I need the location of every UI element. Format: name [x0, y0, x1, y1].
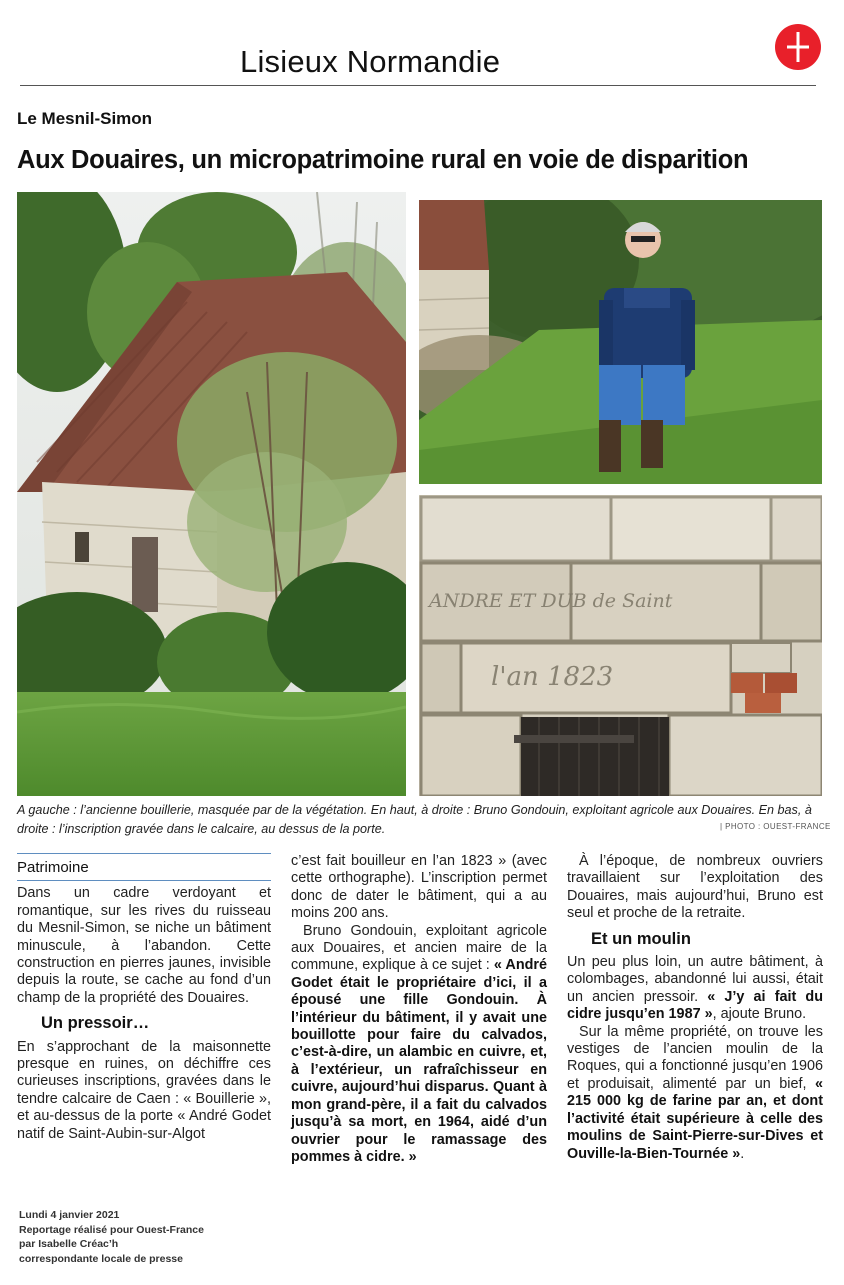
moulin-end: .	[740, 1145, 745, 1162]
photo-caption: A gauche : l’ancienne bouillerie, masquée par de la végétation. En haut, à droite : Bruno Gondouin, exploitant agricole aux Douaires. En bas, à droite : l’inscription gravée dans le calcaire, au dessus de la porte.	[17, 803, 812, 836]
bruno-quote: « André Godet était le propriétaire d’ici, il a épousé une fille Gondouin. À l’intérieur du bâtiment, il y avait une bouillotte pour faire du calvados, c’est-à-dire, un alambic en cuivre, et, à l’extérieur, un rafraîchisseur en cuivre, aujourd’hui disparus. Quant à mon grand-père, il a fait du calvados jusqu’à sa mort, en 1964, aidé d’un ouvrier pour le ramassage des pommes à cidre. »	[291, 957, 547, 1165]
inscription-line1: ANDRE ET DUB de Saint	[429, 590, 673, 612]
paragraph-intro: Dans un cadre verdoyant et romantique, sur les rives du ruisseau du Mesnil-Simon, se niche un bâtiment minuscule, à l’abandon. Cette construction en pierres jaunes, invisible depuis la route, se cache au fond d’un champ de la propriété des Douaires.	[17, 885, 271, 1006]
footer-line2: Reportage réalisé pour Ouest-France	[19, 1223, 204, 1236]
article-kicker: Le Mesnil-Simon	[17, 109, 153, 128]
photo-credit: | PHOTO : OUEST-FRANCE	[720, 822, 831, 831]
pressoir-text: Un peu plus loin, un autre bâtiment, à colombages, abandonné lui aussi, était un ancien pressoir.	[567, 954, 823, 1005]
paragraph-pressoir	[567, 954, 823, 1024]
section-tag: Patrimoine	[17, 853, 271, 881]
moulin-text: Sur la même propriété, on trouve les vestiges de l’ancien moulin de la Roques, qui a fonctionné jusqu’en 1906 et produisait, alimenté par un bief,	[567, 1023, 823, 1092]
article-headline: Aux Douaires, un micropatrimoine rural en voie de disparition	[17, 146, 749, 174]
moulin-quote: « 215 000 kg de farine par an, et dont l’activité était supérieure à celle des moulins de Saint-Pierre-sur-Dives et Ouville-la-Bien-Tournée »	[567, 1075, 823, 1162]
footer-date: Lundi 4 janvier 2021	[19, 1209, 120, 1221]
masthead-title: Lisieux Normandie	[240, 44, 501, 79]
paragraph-epoque: À l’époque, de nombreux ouvriers travaillaient sur l’exploitation des Douaires, mais aujourd’hui, Bruno est seul et proche de la retraite.	[567, 853, 823, 922]
masthead	[20, 22, 816, 88]
article-column-2	[291, 853, 547, 1166]
footer-line3: par Isabelle Créac’h	[19, 1238, 119, 1250]
article-column-1	[17, 853, 271, 1143]
paragraph-inscriptions-cont: c’est fait bouilleur en l’an 1823 » (avec cette orthographe). L’inscription permet donc de dater le bâtiment, qui a au moins 200 ans.	[291, 853, 547, 922]
pressoir-end: , ajoute Bruno.	[712, 1006, 807, 1023]
photo-bruno-gondouin	[419, 200, 822, 484]
bruno-intro: Bruno Gondouin, exploitant agricole aux Douaires, et ancien maire de la commune, explique à ce sujet :	[291, 922, 547, 974]
footer-byline	[19, 1208, 204, 1266]
subhead-pressoir: Un pressoir…	[41, 1014, 150, 1033]
pressoir-quote: « J’y ai fait du cidre jusqu’en 1987 »	[567, 988, 824, 1023]
masthead-rule	[20, 85, 816, 86]
paragraph-bruno	[291, 923, 547, 1167]
photo-bouillerie	[17, 192, 406, 796]
footer-line4: correspondante locale de presse	[19, 1252, 183, 1265]
subhead-moulin: Et un moulin	[591, 929, 691, 948]
article-column-3	[567, 853, 823, 1163]
photo-inscription	[419, 495, 822, 796]
inscription-line2: l'an 1823	[491, 662, 614, 692]
paragraph-inscriptions: En s’approchant de la maisonnette presque en ruines, on déchiffre ces curieuses inscriptions, gravées dans le tendre calcaire de Caen : « Bouillerie », et au-dessus de la porte « André Godet natif de Saint-Aubin-sur-Algot	[17, 1038, 271, 1142]
paragraph-moulin	[567, 1024, 823, 1163]
ouest-france-logo-icon	[775, 24, 821, 70]
